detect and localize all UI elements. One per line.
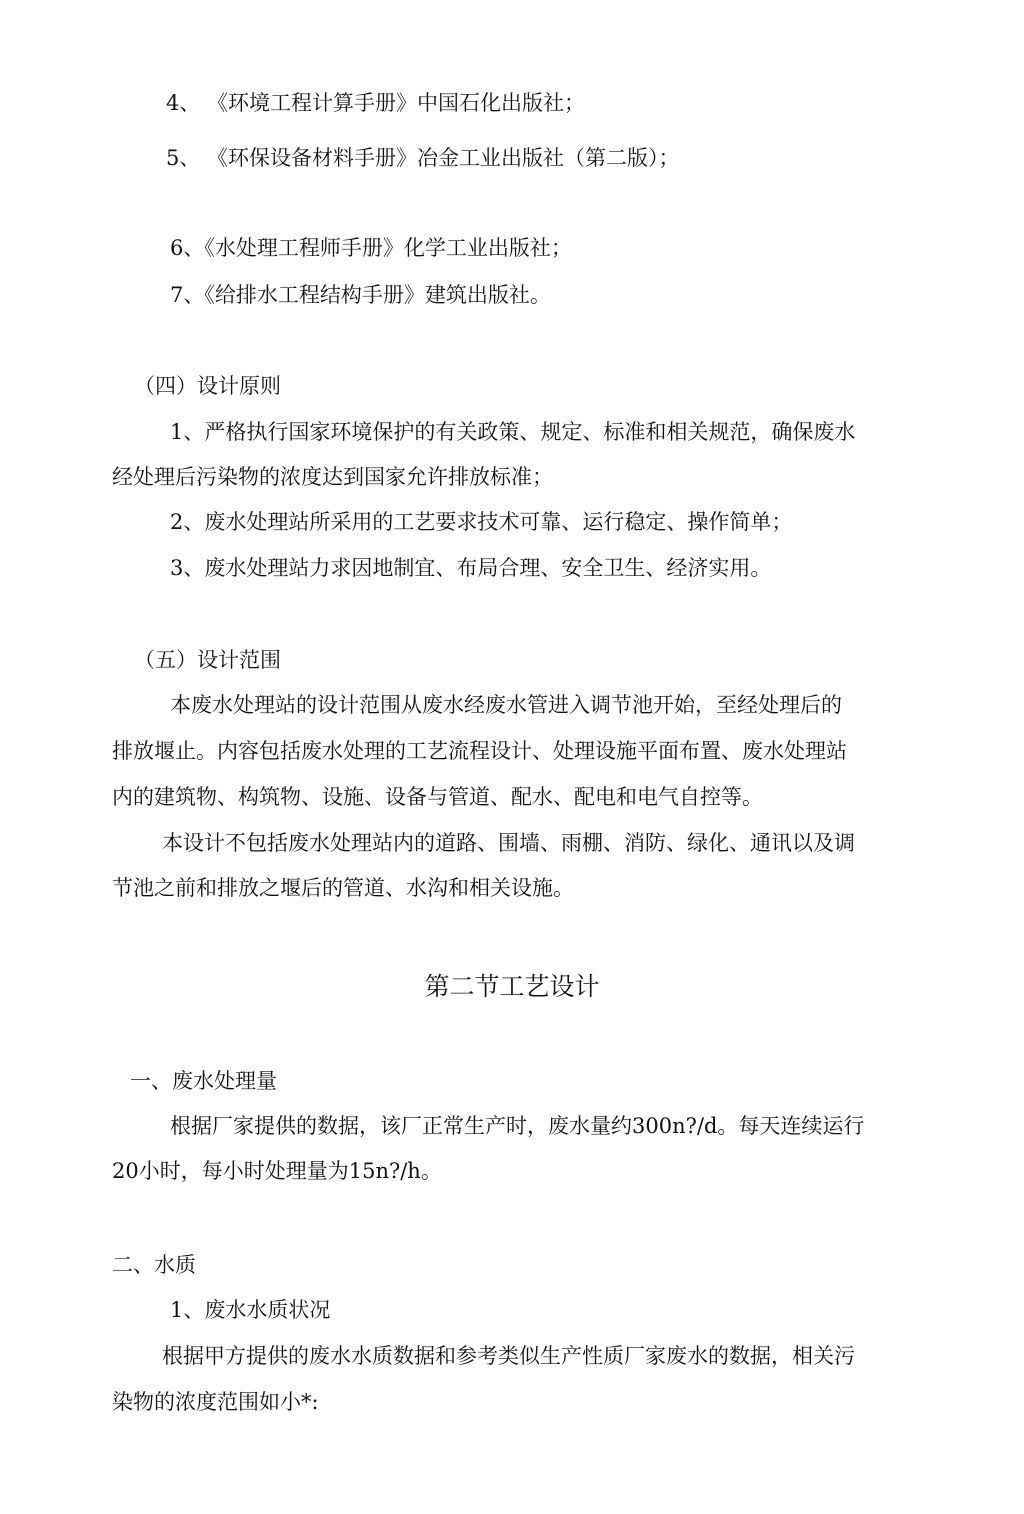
principle-item-2: 2、废水处理站所采用的工艺要求技术可靠、运行稳定、操作简单； [170,510,793,534]
scope-title: （五）设计范围 [134,648,281,672]
quality-line-2: 染物的浓度范围如小*: [112,1390,319,1414]
scope-paragraph-1-line-3: 内的建筑物、构筑物、设施、设备与管道、配水、配电和电气自控等。 [112,785,763,809]
scope-paragraph-2-line-1: 本设计不包括废水处理站内的道路、围墙、雨棚、消防、绿化、通讯以及调 [162,831,855,855]
reference-item-4: 4、 《环境工程计算手册》中国石化出版社； [166,91,586,115]
quality-subtitle: 1、废水水质状况 [170,1298,331,1322]
quality-line-1: 根据甲方提供的废水水质数据和参考类似生产性质厂家废水的数据，相关污 [162,1344,855,1368]
principles-title: （四）设计原则 [134,374,281,398]
reference-item-5: 5、 《环保设备材料手册》冶金工业出版社（第二版）； [166,146,680,170]
scope-paragraph-1-line-1: 本废水处理站的设计范围从废水经废水管进入调节池开始，至经处理后的 [170,693,842,717]
principle-item-1: 1、严格执行国家环境保护的有关政策、规定、标准和相关规范，确保废水 [170,420,856,444]
scope-paragraph-2-line-2: 节池之前和排放之堰后的管道、水沟和相关设施。 [112,876,574,900]
quality-title: 二、水质 [112,1253,196,1277]
scope-paragraph-1-line-2: 排放堰止。内容包括废水处理的工艺流程设计、处理设施平面布置、废水处理站 [112,739,847,763]
volume-line-1: 根据厂家提供的数据，该厂正常生产时，废水量约300n?/d。每天连续运行 [170,1114,865,1138]
reference-item-6: 6、《水处理工程师手册》化学工业出版社； [170,236,572,260]
reference-item-7: 7、《给排水工程结构手册》建筑出版社。 [170,283,551,307]
principle-item-1-continued: 经处理后污染物的浓度达到国家允许排放标准； [112,465,553,489]
volume-line-2: 20小时，每小时处理量为15n?/h。 [112,1159,442,1183]
principle-item-3: 3、废水处理站力求因地制宜、布局合理、安全卫生、经济实用。 [170,556,772,580]
volume-title: 一、废水处理量 [130,1069,277,1093]
section-heading: 第二节工艺设计 [424,972,600,1001]
